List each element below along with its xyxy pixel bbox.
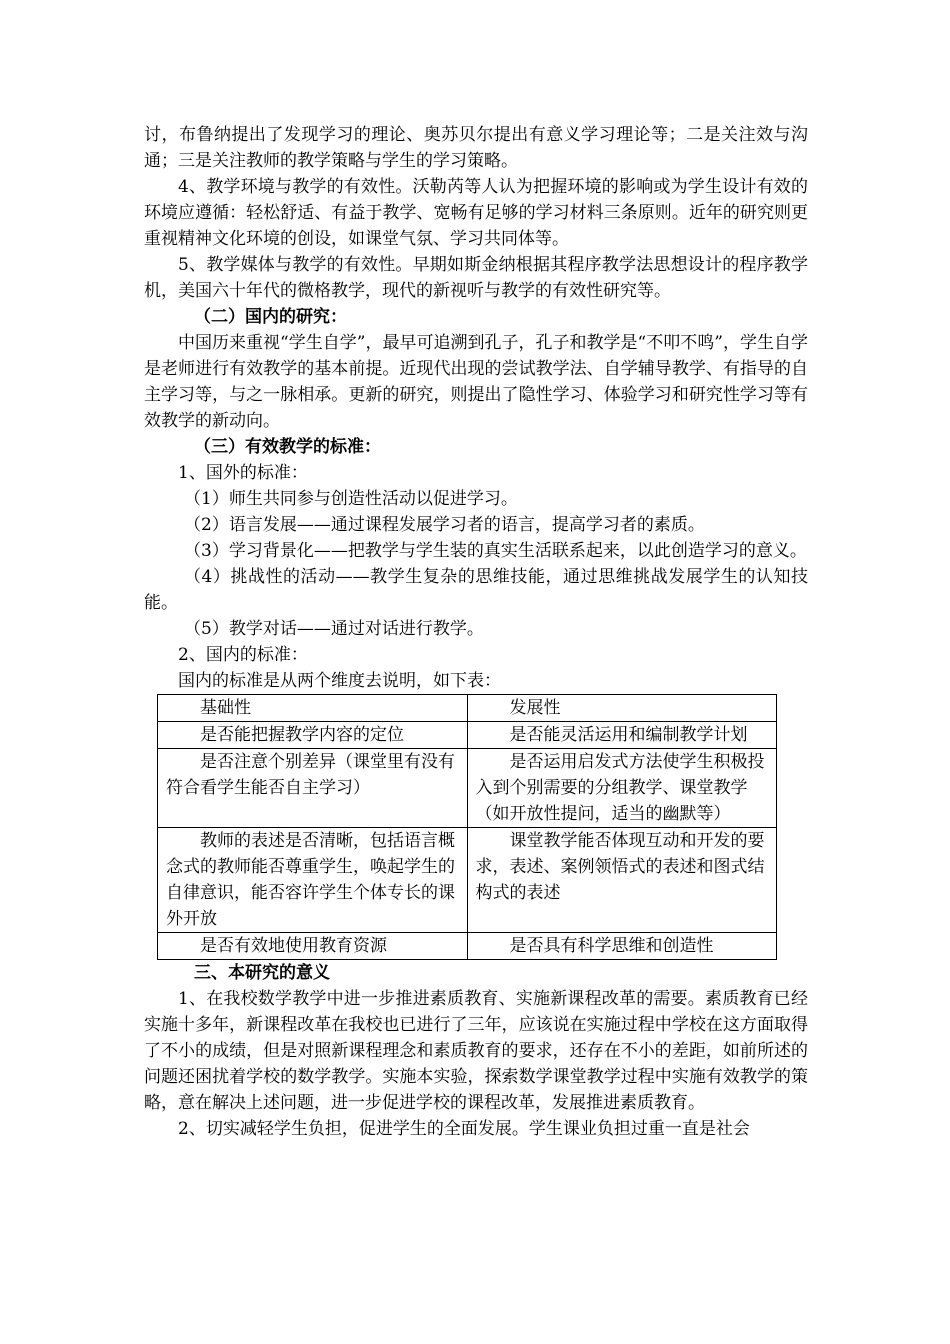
table-row bbox=[158, 749, 777, 828]
paragraph: 2、国内的标准： bbox=[178, 645, 308, 665]
table-cell: 是否注意个别差异（课堂里有没有符合看学生能否自主学习） bbox=[158, 749, 468, 828]
table-cell: 课堂教学能否体现互动和开发的要求，表述、案例领悟式的表述和图式结构式的表述 bbox=[467, 828, 777, 933]
table-cell: 是否具有科学思维和创造性 bbox=[467, 933, 777, 960]
paragraph: 1、国外的标准： bbox=[178, 463, 308, 483]
paragraph: 5、教学媒体与教学的有效性。早期如斯金纳根据其程序教学法思想设计的程序教学机，美国六十年代的微格教学，现代的新视听与教学的有效性研究等。 bbox=[144, 255, 808, 301]
table-cell: 是否能把握教学内容的定位 bbox=[158, 722, 468, 749]
table-cell: 是否运用启发式方法使学生积极投入到个别需要的分组教学、课堂教学（如开放性提问，适当的幽默等） bbox=[467, 749, 777, 828]
table-cell: 教师的表述是否清晰，包括语言概念式的教师能否尊重学生，唤起学生的自律意识，能否容许学生个体专长的课外开放 bbox=[158, 828, 468, 933]
section-heading: （三）有效教学的标准： bbox=[194, 437, 381, 457]
table-row bbox=[158, 933, 777, 960]
list-item: （1）师生共同参与创造性活动以促进学习。 bbox=[184, 489, 518, 509]
paragraph: 国内的标准是从两个维度去说明，如下表： bbox=[178, 671, 501, 691]
table-header-cell: 基础性 bbox=[158, 695, 468, 722]
list-item: （2）语言发展——通过课程发展学习者的语言，提高学习者的素质。 bbox=[184, 515, 705, 535]
table-row bbox=[158, 722, 777, 749]
standards-table bbox=[157, 694, 777, 960]
table-header-cell: 发展性 bbox=[467, 695, 777, 722]
paragraph: 1、在我校数学教学中进一步推进素质教育、实施新课程改革的需要。素质教育已经实施十多年，新课程改革在我校也已进行了三年，应该说在实施过程中学校在这方面取得了不小的成绩，但是对照新课程理念和素质教育的要求，还存在不小的差距，如前所述的问题还困扰着学校的数学教学。实施本实验，探索数学课堂教学过程中实施有效教学的策略，意在解决上述问题，进一步促进学校的课程改革，发展推进素质教育。 bbox=[144, 989, 808, 1113]
document-page bbox=[144, 122, 808, 1142]
list-item: （5）教学对话——通过对话进行教学。 bbox=[184, 619, 484, 639]
section-heading: （二）国内的研究： bbox=[194, 307, 347, 327]
list-item: （4）挑战性的活动——教学生复杂的思维技能，通过思维挑战发展学生的认知技能。 bbox=[144, 567, 808, 613]
paragraph: 4、教学环境与教学的有效性。沃勒芮等人认为把握环境的影响或为学生设计有效的环境应遵循：轻松舒适、有益于教学、宽畅有足够的学习材料三条原则。近年的研究则更重视精神文化环境的创设，如课堂气氛、学习共同体等。 bbox=[144, 177, 808, 249]
paragraph: 中国历来重视“学生自学”，最早可追溯到孔子，孔子和教学是“不叩不鸣”，学生自学是老师进行有效教学的基本前提。近现代出现的尝试教学法、自学辅导教学、有指导的自主学习等，与之一脉相承。更新的研究，则提出了隐性学习、体验学习和研究性学习等有效教学的新动向。 bbox=[144, 333, 808, 431]
table-header-row bbox=[158, 695, 777, 722]
table-cell: 是否有效地使用教育资源 bbox=[158, 933, 468, 960]
section-heading: 三、本研究的意义 bbox=[194, 963, 330, 983]
body-text-bottom bbox=[144, 960, 808, 1142]
table-row bbox=[158, 828, 777, 933]
table-cell: 是否能灵活运用和编制教学计划 bbox=[467, 722, 777, 749]
body-text-top bbox=[144, 122, 808, 694]
paragraph: 2、切实减轻学生负担，促进学生的全面发展。学生课业负担过重一直是社会 bbox=[178, 1119, 750, 1139]
paragraph: 讨，布鲁纳提出了发现学习的理论、奥苏贝尔提出有意义学习理论等；二是关注效与沟通；三是关注教师的教学策略与学生的学习策略。 bbox=[144, 125, 808, 171]
list-item: （3）学习背景化——把教学与学生装的真实生活联系起来，以此创造学习的意义。 bbox=[184, 541, 807, 561]
